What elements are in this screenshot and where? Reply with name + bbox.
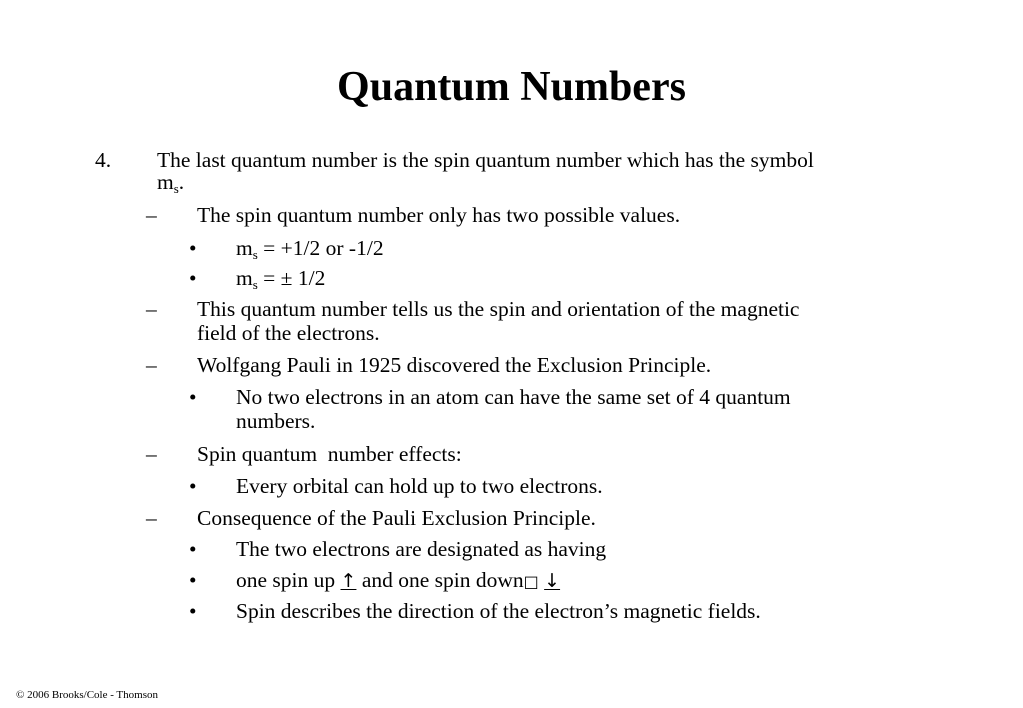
symbol-subscript: s (252, 277, 258, 292)
dash-marker: – (146, 442, 157, 466)
spin-orientation-line-1: This quantum number tells us the spin and orientation of the magnetic (197, 297, 800, 321)
spin-effects-text: Spin quantum number effects: (197, 442, 462, 466)
dash-marker: – (146, 353, 157, 377)
bullet-marker: • (189, 474, 197, 498)
orbital-capacity-text: Every orbital can hold up to two electrons. (236, 474, 603, 498)
numbered-marker: 4. (95, 148, 112, 172)
consequence-text: Consequence of the Pauli Exclusion Principle. (197, 506, 596, 530)
arrow-down-icon: ↓ (544, 570, 561, 592)
slide-title: Quantum Numbers (337, 64, 686, 110)
two-values-text: The spin quantum number only has two possible values. (197, 203, 681, 227)
spin-up-down-text (236, 568, 560, 594)
ms-plusminus-rest: = ± 1/2 (257, 266, 326, 290)
ms-values-rest: = +1/2 or -1/2 (257, 236, 384, 260)
ms-plusminus-text (236, 266, 325, 290)
spin-direction-text: Spin describes the direction of the electron’s magnetic fields. (236, 599, 761, 623)
spin-up-label: one spin up (236, 568, 341, 592)
symbol-m: m (157, 170, 174, 194)
bullet-marker: • (189, 266, 197, 290)
symbol-m: m (236, 236, 253, 260)
pauli-discovery-text: Wolfgang Pauli in 1925 discovered the Exclusion Principle. (197, 353, 712, 377)
ms-values-text (236, 236, 384, 260)
dash-marker: – (146, 203, 157, 227)
period: . (178, 170, 185, 194)
bullet-marker: • (189, 568, 197, 592)
missing-glyph-box-icon: □ (523, 572, 539, 591)
spin-orientation-line-2: field of the electrons. (197, 321, 380, 345)
exclusion-line-1: No two electrons in an atom can have the same set of 4 quantum (236, 385, 791, 409)
bullet-marker: • (189, 537, 197, 561)
bullet-marker: • (189, 599, 197, 623)
symbol-subscript: s (173, 181, 179, 196)
item-4-line-2 (157, 170, 184, 194)
symbol-m: m (236, 266, 253, 290)
item-4-line-1: The last quantum number is the spin quantum number which has the symbol (157, 148, 814, 172)
dash-marker: – (146, 506, 157, 530)
copyright-footer: © 2006 Brooks/Cole - Thomson (16, 689, 158, 701)
exclusion-line-2: numbers. (236, 409, 316, 433)
designated-text: The two electrons are designated as having (236, 537, 607, 561)
bullet-marker: • (189, 236, 197, 260)
spin-down-label: and one spin down (356, 568, 524, 592)
arrow-up-icon: ↑ (340, 570, 357, 592)
dash-marker: – (146, 297, 157, 321)
symbol-subscript: s (252, 247, 258, 262)
bullet-marker: • (189, 385, 197, 409)
